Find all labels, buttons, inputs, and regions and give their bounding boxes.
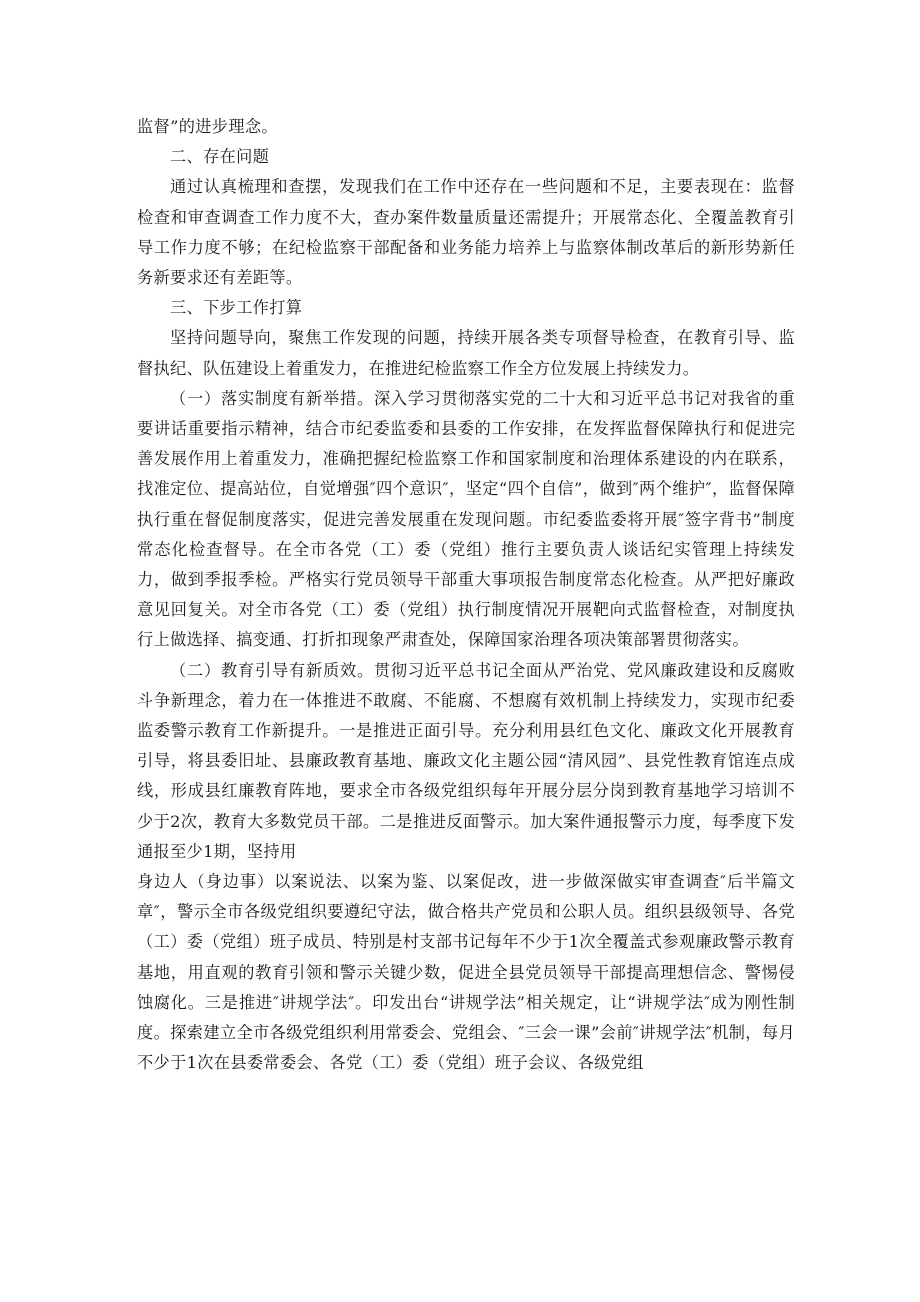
subsection-2-point-1: 一是推进正面引导。 <box>339 721 493 741</box>
subsection-1-body: 深入学习贯彻落实党的二十大和习近平总书记对我省的重要讲话重要指示精神，结合市纪委监委和县委的工作安排，在发挥监督保障执行和促进完善发展作用上着重发力，准确把握纪检监察工作和国家制度和治理体系建设的内在联系，找准定位、提高站位，自觉增强″四个意识″，坚定“四个自信”，做到″两个维护″，监督保障执行重在督促制度落实，促进完善发展重在发现问题。市纪委监委将开展″签字背书”制度常态化检查督导。在全市各党（工）委（党组）推行主要负责人谈话纪实管理上持续发力，做到季报季检。严格实行党员领导干部重大事项报告制度常态化检查。从严把好廉政意见回复关。对全市各党（工）委（党组）执行制度情况开展靶向式监督检查，对制度执行上做选择、搞变通、打折扣现象严肃查处，保障国家治理各项决策部署贯彻落实。 <box>137 388 796 650</box>
continuation-body-a: 身边人（身边事）以案说法、以案为鉴、以案促改，进一步做深做实审查调查″后半篇文章″，警示全市各级党组织要遵纪守法，做合格共产党员和公职人员。组织县级领导、各党（工）委（党组）班子成员、特别是村支部书记每年不少于1次全覆盖式参观廉政警示教育基地，用直观的教育引领和警示关键少数，促进全县党员领导干部提高理想信念、警惕侵蚀腐化。 <box>137 872 795 1012</box>
document-body <box>137 112 795 1079</box>
paragraph-problems: 通过认真梳理和查摆，发现我们在工作中还存在一些问题和不足，主要表现在：监督检查和审查调查工作力度不大，查办案件数量质量还需提升；开展常态化、全覆盖教育引导工作力度不够；在纪检监察干部配备和业务能力培养上与监察体制改革后的新形势新任务新要求还有差距等。 <box>137 177 795 288</box>
subsection-2-point-3: 三是推进″讲规学法″。 <box>204 992 373 1012</box>
continuation-body-b: 印发出台“讲规学法”相关规定，让“讲规学法″成为刚性制度。探索建立全市各级党组织利用常委会、党组会、″三会一课”会前″讲规学法″机制，每月不少于1次在县委常委会、各党（工）委（党组）班子会议、各级党组 <box>137 992 795 1073</box>
paragraph-page-continuation <box>137 867 795 1078</box>
paragraph-subsection-2 <box>137 656 795 867</box>
subsection-2-point-2: 二是推进反面警示。 <box>379 811 530 831</box>
paragraph-subsection-1 <box>137 384 795 656</box>
paragraph-next-steps-intro: 坚持问题导向，聚焦工作发现的问题，持续开展各类专项督导检查，在教育引导、监督执纪、队伍建设上着重发力，在推进纪检监察工作全方位发展上持续发力。 <box>137 328 795 378</box>
section-heading-problems: 二、存在问题 <box>170 147 270 167</box>
subsection-2-heading: （二）教育引导有新质效。 <box>170 660 375 680</box>
paragraph-continuation: 监督”的进步理念。 <box>137 117 278 136</box>
subsection-2-body-c: 加大案件通报警示力度，每季度下发通报至少1期，坚持用 <box>137 811 795 861</box>
subsection-1-heading: （一）落实制度有新举措。 <box>170 388 375 408</box>
section-heading-next-steps: 三、下步工作打算 <box>170 298 303 318</box>
subsection-2-body-a: 贯彻习近平总书记全面从严治党、党风廉政建设和反腐败斗争新理念，着力在一体推进不敢腐、不能腐、不想腐有效机制上持续发力，实现市纪委监委警示教育工作新提升。 <box>137 660 796 741</box>
subsection-2-body-b: 充分利用县红色文化、廉政文化开展教育引导，将县委旧址、县廉政教育基地、廉政文化主题公园“清风园”、县党性教育馆连点成线，形成县红廉教育阵地，要求全市各级党组织每年开展分层分岗到教育基地学习培训不少于2次，教育大多数党员干部。 <box>137 721 795 831</box>
